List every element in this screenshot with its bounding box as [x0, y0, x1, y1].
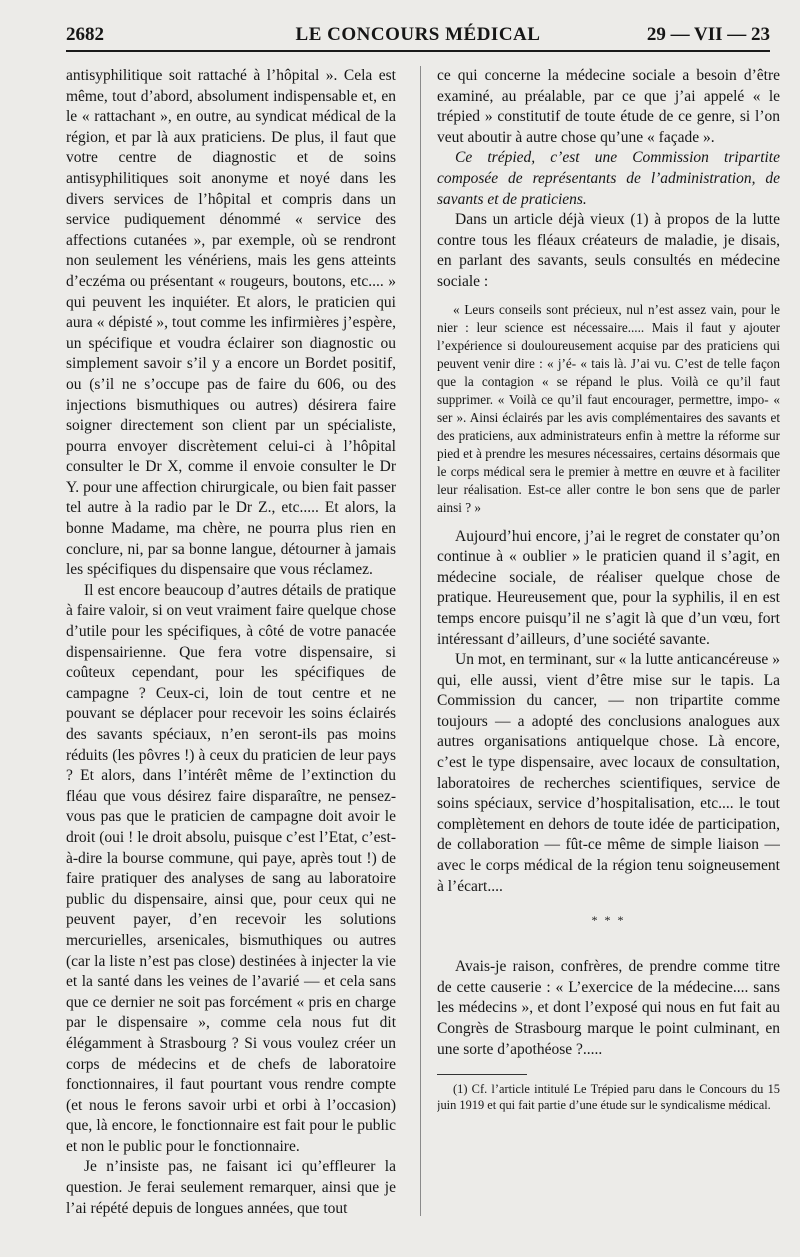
right-paragraph-1: ce qui concerne la médecine sociale a besoin d’être examiné, au préalable, par ce que j’ai appelé « le trépied » constitutif de toute étude de ce genre, si l’on veut aboutir à autre chose qu’une « façade ».	[437, 67, 780, 146]
journal-title: LE CONCOURS MÉDICAL	[295, 24, 541, 45]
page-number: 2682	[66, 24, 104, 45]
section-separator: * * *	[591, 913, 626, 928]
quote-text: « Leurs conseils sont précieux, nul n’est assez vain, pour le nier : leur science est nécessaire..... Mais il faut y ajouter l’expérience si douloureusement acquise par des praticiens qui peuvent venir dire : « j’é- « tais là. J’ai vu. C’est de telle façon que la contagion « se répand le plus. Voilà ce qu’il faut supprimer. « Voilà ce qu’il faut encourager, permettre, impo- « ser ». Ainsi éclairés par les avis complémentaires des savants et des praticiens, aux administrateurs enfin à mettre la réforme sur pied et à prendre les mesures nécessaires, certains désormais que le corps médical sera le premier à mettre en œuvre et à faciliter leur réalisation. Est-ce aller contre le bon sens que de parler ainsi ? »	[437, 301, 780, 515]
left-paragraph-3: Je n’insiste pas, ne faisant ici qu’effleurer la question. Je ferai seulement remarquer, ainsi que je l’ai répété depuis de longues années, que tout	[66, 1158, 396, 1217]
footnote-text: (1) Cf. l’article intitulé Le Trépied paru dans le Concours du 15 juin 1919 et qui fait partie d’une étude sur le syndicalisme médical.	[437, 1082, 780, 1113]
right-paragraph-5: Un mot, en terminant, sur « la lutte anticancéreuse » qui, elle aussi, vient d’être mise sur le tapis. La Commission du cancer, — non tripartite comme toujours — a adopté des conclusions analogues aux autres organisations antiquelque chose. Là encore, c’est le type dispensaire, avec locaux de consultation, laboratoires de recherches scientifiques, service de soins spéciaux, service d’hospitalisation, etc.... le tout complètement en dehors de toute idée de participation, de collaboration — fût-ce même de simple liaison — avec le corps médical de la région tenu soigneusement à l’écart....	[437, 651, 780, 895]
footnote-rule	[437, 1074, 527, 1075]
left-column	[66, 66, 396, 1236]
right-paragraph-4: Aujourd’hui encore, j’ai le regret de constater qu’on continue à « oublier » le praticien quand il s’agit, en médecine sociale, de réaliser quelque chose de pratique. Heureusement que, pour la syphilis, il en est temps encore puisqu’il ne s’agit là que d’un vœu, fort intéressant d’ailleurs, d’une société savante.	[437, 527, 780, 648]
closing-paragraph: Avais-je raison, confrères, de prendre comme titre de cette causerie : « L’exercice de la médecine.... sans les médecins », et dont l’exposé qui nous en fut fait au Congrès de Strasbourg marque le point culminant, en une sorte d’apothéose ?.....	[437, 958, 780, 1058]
left-paragraph-1: antisyphilitique soit rattaché à l’hôpital ». Cela est même, tout d’abord, absolument indispensable et, en le « rattachant », en outre, au syndicat médical de la région, et par là aux praticiens. De plus, il faut que votre centre de diagnostic et de soins antisyphilitiques soit anonyme et noyé dans les divers services de l’hôpital et compris dans un service pudiquement dénommé « service des affections cutanées », par exemple, où se rendront non seulement les vénériens, mais les gens atteints d’eczéma ou présentant « rougeurs, boutons, etc.... » qui peuvent les inquiéter. Et alors, le praticien qui aura « dépisté », tout comme les infirmières j’espère, un spécifique et voudra éclairer son diagnostic ou simplement savoir s’il y a encore un Bordet positif, ou (s’il ne s’occupe pas de faire du 606, ou des injections bismuthiques ou autres) désirera faire soigner directement son client par un spécialiste, pourra envoyer discrètement celui-ci à l’hôpital consulter le Dr X, comme il envoie consulter le Dr Y. pour une affection chirurgicale, ou bien fait passer tel autre à la radio par le Dr Z., etc..... Et alors, la bonne Madame, ma chère, ne pourra plus rien en conclure, ni, par sa bonne langue, détourner à jamais les spécifiques du dispensaire que vous réclamez.	[66, 67, 396, 579]
page-header	[66, 22, 770, 52]
right-column	[437, 66, 780, 1236]
right-paragraph-3: Dans un article déjà vieux (1) à propos de la lutte contre tous les fléaux créateurs de maladie, je disais, en parlant des savants, seuls consultés en médecine sociale :	[437, 211, 780, 290]
footnote	[437, 1081, 780, 1113]
right-paragraph-2: Ce trépied, c’est une Commission tripartite composée de représentants de l’administration, de savants et de praticiens.	[437, 149, 780, 208]
issue-date: 29 — VII — 23	[646, 24, 770, 45]
column-divider	[420, 66, 421, 1216]
left-paragraph-2: Il est encore beaucoup d’autres détails de pratique à faire valoir, si on veut vraiment faire quelque chose d’utile pour les spécifiques, à côté de votre panacée dispensairienne. Que fera votre dispensaire, si coûteux cependant, pour les spécifiques de campagne ? Ceux-ci, loin de tout centre et ne pouvant se déplacer pour recevoir les soins éclairés des savants spéciaux, n’en seront-ils pas moins réduits (les pôvres !) à ceux du praticien de leur pays ? Et alors, dans l’intérêt même de l’extinction du fléau que vous désirez faire disparaître, ne pensez-vous pas que le praticien de campagne doit avoir le droit (oui ! le droit absolu, puisque c’est l’Etat, c’est-à-dire la bourse commune, qui paye, après tout !) de faire pratiquer des analyses de sang au laboratoire public du dispensaire, ainsi que, pour ceux qui ne peuvent payer, d’en recevoir les solutions mercurielles, arsenicales, bismuthiques ou autres (car la liste n’est pas close) destinées à injecter la vie et la santé dans les veines de l’avarié — et cela sans que ce dernier ne soit pas forcément « pris en charge par le dispensaire », comme cela nous fut dit élégamment à Strasbourg ? Si vous voulez créer un corps de médecins et de chefs de laboratoire fonctionnaires, il faut pourtant vous rendre compte (et nous le ferons savoir urbi et orbi à l’occasion) que, là encore, le fonctionnaire est fait pour le public et non le public pour le fonctionnaire.	[66, 581, 396, 1155]
block-quote	[437, 301, 780, 517]
